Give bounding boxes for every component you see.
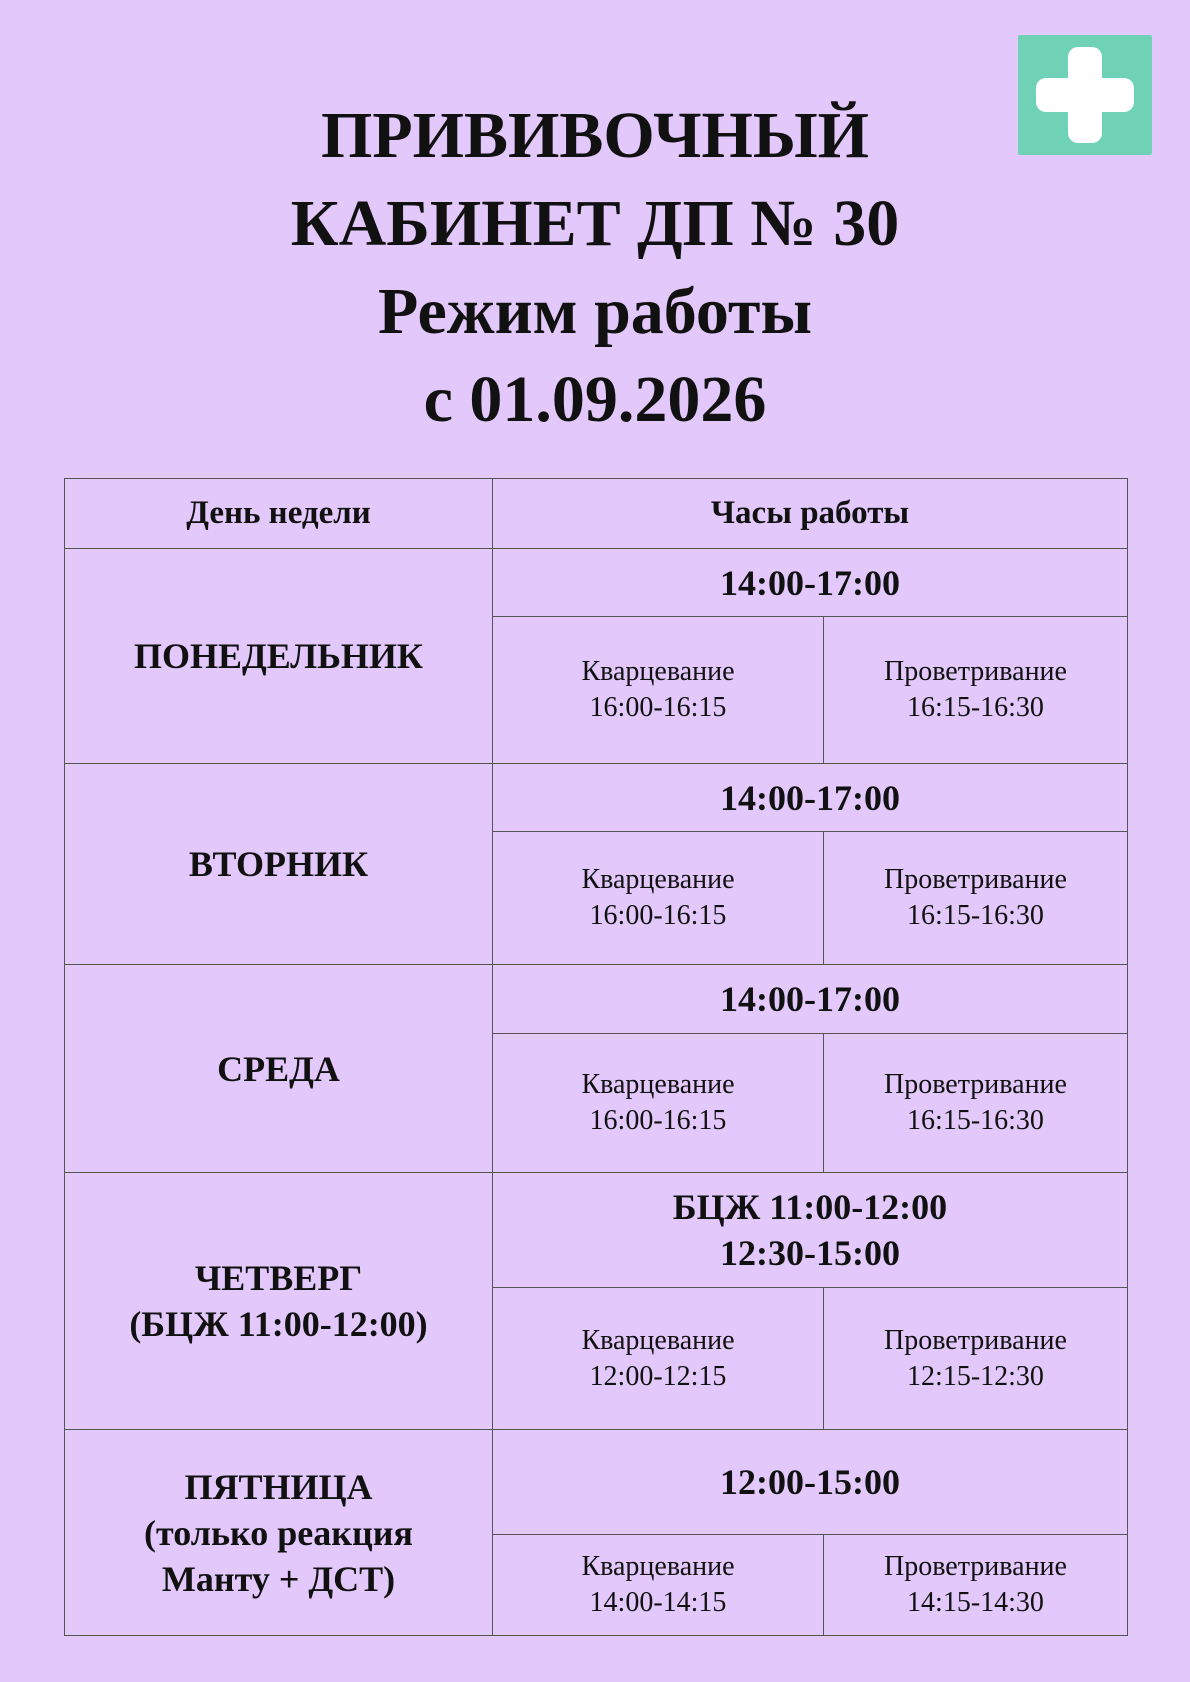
working-hours: 12:00-15:00: [493, 1430, 1128, 1535]
day-name: ВТОРНИК: [65, 764, 493, 965]
airing-cell: Проветривание 12:15-12:30: [824, 1288, 1128, 1430]
quartz-cell: Кварцевание 16:00-16:15: [493, 1034, 824, 1173]
title-line-1: ПРИВИВОЧНЫЙ: [321, 99, 869, 172]
working-hours: БЦЖ 11:00-12:00 12:30-15:00: [493, 1173, 1128, 1288]
quartz-cell: Кварцевание 16:00-16:15: [493, 832, 824, 965]
working-hours: 14:00-17:00: [493, 549, 1128, 617]
airing-cell: Проветривание 16:15-16:30: [824, 1034, 1128, 1173]
table-row: [65, 1173, 1128, 1288]
page-title: [0, 92, 1190, 444]
quartz-cell: Кварцевание 12:00-12:15: [493, 1288, 824, 1430]
working-hours: 14:00-17:00: [493, 965, 1128, 1034]
day-name: СРЕДА: [65, 965, 493, 1173]
title-line-2: КАБИНЕТ ДП № 30: [290, 187, 900, 260]
header-day: День недели: [65, 479, 493, 549]
title-line-3: Режим работы: [378, 275, 812, 348]
airing-cell: Проветривание 14:15-14:30: [824, 1535, 1128, 1636]
airing-cell: Проветривание 16:15-16:30: [824, 617, 1128, 764]
day-name: ЧЕТВЕРГ (БЦЖ 11:00-12:00): [65, 1173, 493, 1430]
table-row: [65, 965, 1128, 1034]
working-hours: 14:00-17:00: [493, 764, 1128, 832]
title-line-4: с 01.09.2026: [423, 363, 767, 436]
day-name: ПЯТНИЦА (только реакция Манту + ДСТ): [65, 1430, 493, 1636]
table-header-row: [65, 479, 1128, 549]
quartz-cell: Кварцевание 14:00-14:15: [493, 1535, 824, 1636]
schedule-table: [64, 478, 1128, 1636]
table-row: [65, 549, 1128, 617]
quartz-cell: Кварцевание 16:00-16:15: [493, 617, 824, 764]
airing-cell: Проветривание 16:15-16:30: [824, 832, 1128, 965]
header-hours: Часы работы: [493, 479, 1128, 549]
table-row: [65, 1430, 1128, 1535]
day-name: ПОНЕДЕЛЬНИК: [65, 549, 493, 764]
table-row: [65, 764, 1128, 832]
